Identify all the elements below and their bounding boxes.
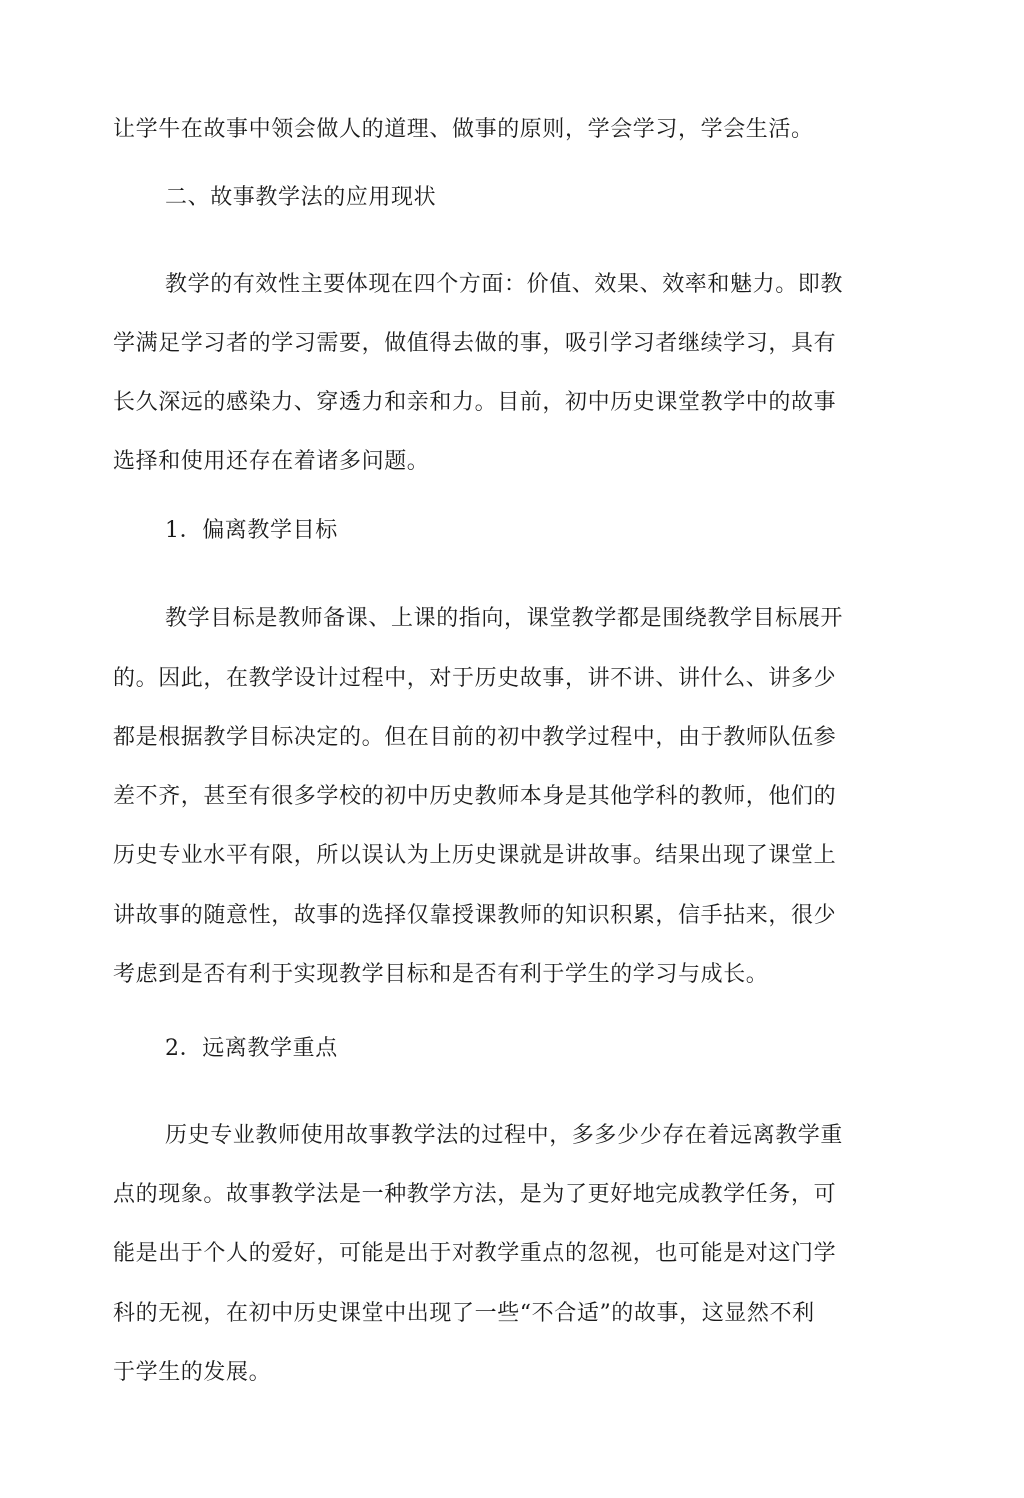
text-line: 历史专业水平有限，所以误认为上历史课就是讲故事。结果出现了课堂上 bbox=[113, 843, 837, 868]
subsection-heading: 1．偏离教学目标 bbox=[165, 518, 338, 543]
text-line: 都是根据教学目标决定的。但在目前的初中教学过程中，由于教师队伍参 bbox=[113, 725, 837, 750]
text-line: 讲故事的随意性，故事的选择仅靠授课教师的知识积累，信手拈来，很少 bbox=[113, 903, 837, 928]
section-heading: 二、故事教学法的应用现状 bbox=[165, 185, 437, 210]
text-line: 教学的有效性主要体现在四个方面：价值、效果、效率和魅力。即教 bbox=[165, 272, 844, 297]
text-line: 让学牛在故事中领会做人的道理、做事的原则，学会学习，学会生活。 bbox=[113, 117, 814, 142]
text-line: 差不齐，甚至有很多学校的初中历史教师本身是其他学科的教师，他们的 bbox=[113, 784, 837, 809]
text-line: 长久深远的感染力、穿透力和亲和力。目前，初中历史课堂教学中的故事 bbox=[113, 390, 837, 415]
text-line: 历史专业教师使用故事教学法的过程中，多多少少存在着远离教学重 bbox=[165, 1123, 844, 1148]
text-line: 能是出于个人的爱好，可能是出于对教学重点的忽视，也可能是对这门学 bbox=[113, 1241, 837, 1266]
text-line: 教学目标是教师备课、上课的指向，课堂教学都是围绕教学目标展开 bbox=[165, 606, 844, 631]
text-line: 学满足学习者的学习需要，做值得去做的事，吸引学习者继续学习，具有 bbox=[113, 331, 837, 356]
text-line: 考虑到是否有利于实现教学目标和是否有利于学生的学习与成长。 bbox=[113, 962, 769, 987]
text-line: 选择和使用还存在着诸多问题。 bbox=[113, 449, 430, 474]
text-line: 于学生的发展。 bbox=[113, 1360, 272, 1385]
text-line: 的。因此，在教学设计过程中，对于历史故事，讲不讲、讲什么、讲多少 bbox=[113, 666, 837, 691]
subsection-heading: 2．远离教学重点 bbox=[165, 1036, 338, 1061]
text-line: 点的现象。故事教学法是一种教学方法，是为了更好地完成教学任务，可 bbox=[113, 1182, 837, 1207]
text-line: 科的无视，在初中历史课堂中出现了一些“不合适”的故事，这显然不利 bbox=[113, 1301, 815, 1326]
